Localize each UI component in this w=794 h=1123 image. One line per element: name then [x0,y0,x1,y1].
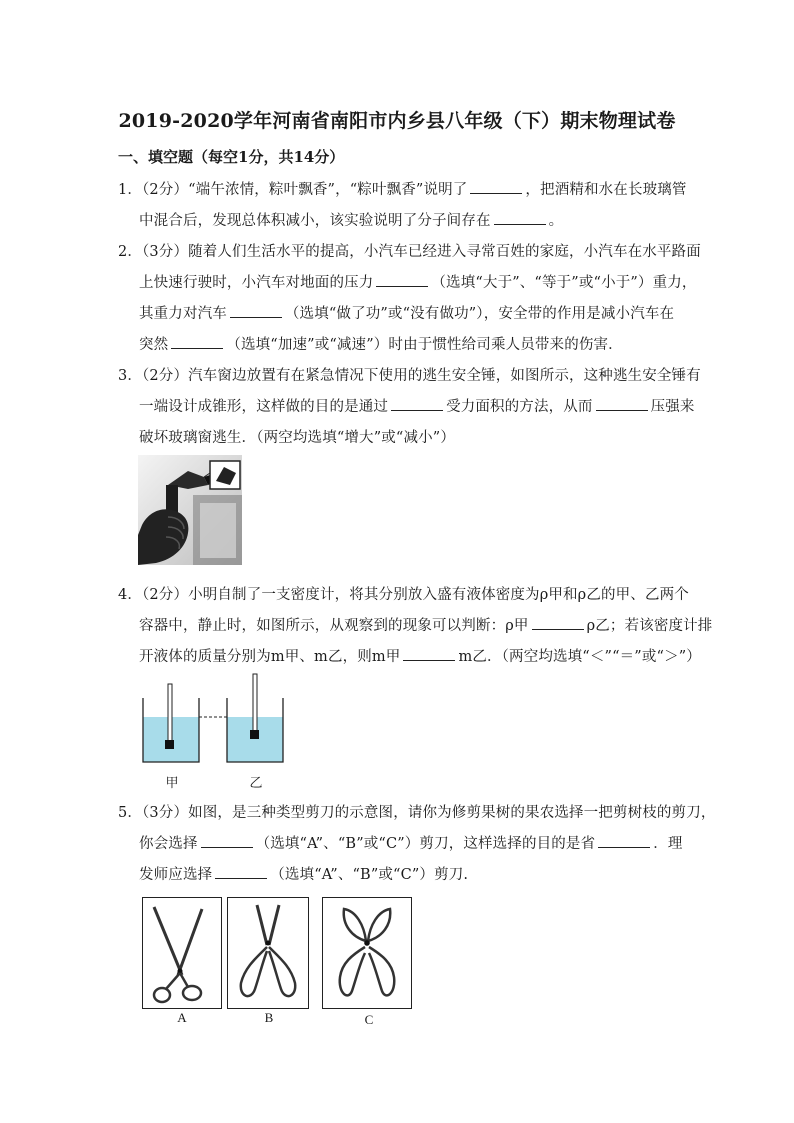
hydrometer-diagram [138,672,288,764]
question-3-line-2 [139,395,695,416]
text: （选填“A”、“B”或“C”）剪刀，这样选择的目的是省 [255,836,596,852]
fig-label-b: 乙 [249,775,263,790]
scissors-c-figure [322,897,412,1009]
text: 1．（2分）“端午浓情，粽叶飘香”，“粽叶飘香”说明了 [118,182,468,198]
text: （选填“做了功”或“没有做功”），安全带的作用是减小汽车在 [284,306,675,322]
scissors-a-figure [142,897,222,1009]
answer-blank[interactable] [598,835,650,848]
text: 你会选择 [139,836,198,852]
question-1-line-2 [139,209,563,230]
answer-blank[interactable] [230,305,282,318]
answer-blank[interactable] [470,181,522,194]
text: （选填“大于”、“等于”或“小于”）重力， [431,275,697,291]
question-3-line-1: 3．（2分）汽车窗边放置有在紧急情况下使用的逃生安全锤，如图所示，这种逃生安全锤有 [118,368,701,384]
answer-blank[interactable] [391,398,443,411]
hydrometer-b-bulb [250,730,259,739]
scissors-label-a: A [177,1010,187,1025]
scissors-label-c: C [364,1012,374,1027]
text: 压强来 [650,399,695,415]
text: ，把酒精和水在长玻璃管 [525,182,687,198]
text: 突然 [139,337,169,353]
text: 一端设计成锥形，这样做的目的是通过 [139,399,389,415]
text: 中混合后，发现总体积减小，该实验说明了分子间存在 [139,213,491,229]
answer-blank[interactable] [403,648,455,661]
safety-hammer-photo [138,455,242,565]
page-title: 2019-2020学年河南省南阳市内乡县八年级（下）期末物理试卷 [118,110,676,132]
question-2-line-2 [139,271,697,292]
question-2-line-1: 2．（3分）随着人们生活水平的提高，小汽车已经进入寻常百姓的家庭，小汽车在水平路面 [118,244,701,260]
question-4-line-3 [139,645,701,666]
section-heading: 一、填空题（每空1分，共14分） [118,148,345,166]
text: 开液体的质量分别为m甲、m乙，则m甲 [139,649,401,665]
text: 发师应选择 [139,867,213,883]
text: 上快速行驶时，小汽车对地面的压力 [139,275,374,291]
fig-label-a: 甲 [165,775,179,790]
text: 。 [548,213,564,229]
text: 其重力对汽车 [139,306,227,322]
text: （选填“加速”或“减速”）时由于惯性给司乘人员带来的伤害． [226,337,623,353]
answer-blank[interactable] [494,212,546,225]
text: （选填“A”、“B”或“C”）剪刀. [270,867,469,883]
text: ．理 [653,836,683,852]
question-2-line-3 [139,302,674,323]
answer-blank[interactable] [532,617,584,630]
question-2-line-4 [139,333,623,354]
question-4-line-2 [139,614,712,635]
scissors-label-b: B [264,1010,274,1025]
text: 容器中，静止时，如图所示，从观察到的现象可以判断：ρ甲 [139,618,529,634]
hydrometer-a-bulb [165,740,174,749]
text: 受力面积的方法，从而 [446,399,593,415]
hydrometer-a-stem [168,684,172,746]
answer-blank[interactable] [201,835,253,848]
question-4-line-1: 4．（2分）小明自制了一支密度计，将其分别放入盛有液体密度为ρ甲和ρ乙的甲、乙两个 [118,587,689,603]
question-1-line-1 [118,178,687,199]
question-5-line-1: 5．（3分）如图，是三种类型剪刀的示意图，请你为修剪果树的果农选择一把剪树枝的剪刀， [118,805,716,821]
scissors-b-figure [227,897,309,1009]
question-5-line-3 [139,863,468,884]
text: ρ乙；若该密度计排 [586,618,713,634]
answer-blank[interactable] [171,336,223,349]
answer-blank[interactable] [215,866,267,879]
answer-blank[interactable] [596,398,648,411]
question-5-line-2 [139,832,683,853]
answer-blank[interactable] [376,274,428,287]
text: m乙．（两空均选填“＜”“＝”或“＞”） [458,649,701,665]
question-3-line-3: 破坏玻璃窗逃生．（两空均选填“增大”或“减小”） [139,430,455,446]
hydrometer-b-stem [253,674,257,736]
